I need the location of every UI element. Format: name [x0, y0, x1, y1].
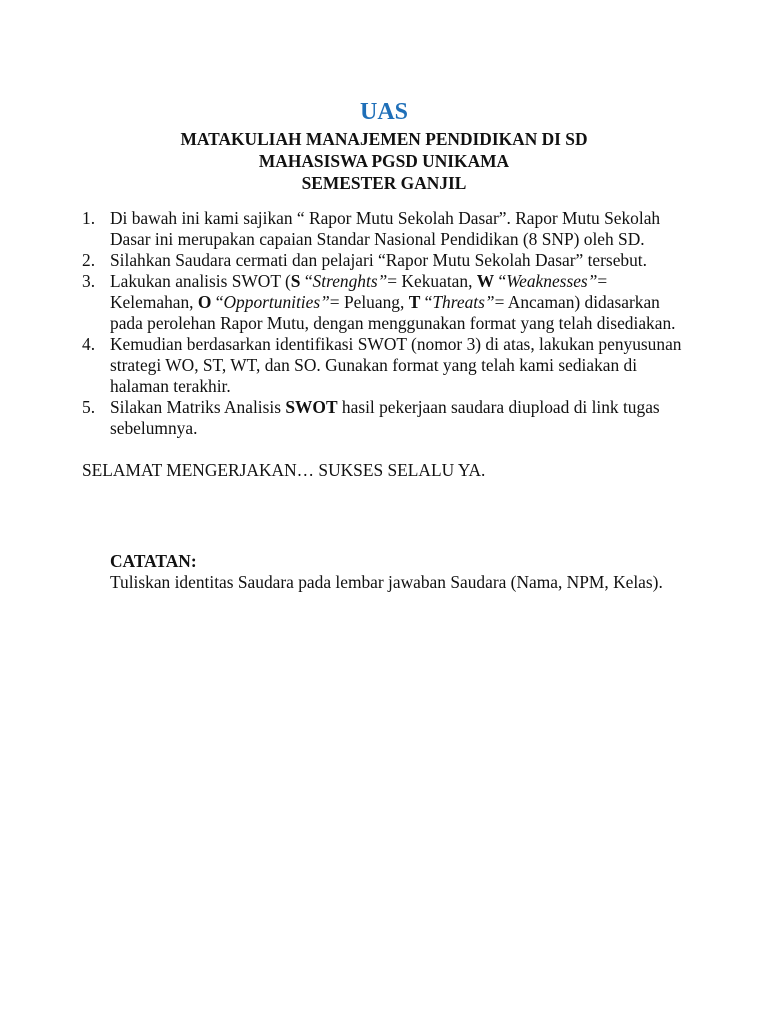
heading-line-course: MATAKULIAH MANAJEMEN PENDIDIKAN DI SD — [180, 129, 588, 149]
task-text-segment: Lakukan analisis SWOT ( — [110, 271, 291, 291]
task-text-segment: = Kekuatan, — [387, 271, 477, 291]
task-number: 2. — [82, 250, 96, 270]
swot-letter-t: T — [408, 292, 421, 312]
swot-term-weaknesses: Weaknesses” — [506, 271, 598, 291]
heading-line-students: MAHASISWA PGSD UNIKAMA — [258, 151, 510, 171]
task-text — [110, 271, 676, 333]
swot-letter-o: O — [197, 292, 212, 312]
task-item-1 — [82, 208, 686, 250]
swot-term-threats: Threats” — [432, 292, 495, 312]
note-section — [82, 551, 686, 593]
note-text: Tuliskan identitas Saudara pada lembar jawaban Saudara (Nama, NPM, Kelas). — [110, 572, 663, 592]
swot-keyword: SWOT — [285, 397, 338, 417]
task-text-segment: = Kelemahan, — [110, 271, 608, 312]
task-text-segment: “ — [494, 271, 507, 291]
closing-message: SELAMAT MENGERJAKAN… SUKSES SELALU YA. — [82, 460, 486, 480]
task-number: 3. — [82, 271, 96, 291]
note-title: CATATAN: — [110, 551, 197, 571]
task-list — [82, 208, 686, 439]
swot-term-opportunities: Opportunities” — [223, 292, 330, 312]
task-text-segment: = Ancaman) didasarkan pada perolehan Rapor Mutu, dengan menggunakan format yang telah disediakan. — [110, 292, 676, 333]
heading-line-semester: SEMESTER GANJIL — [301, 173, 467, 193]
swot-term-strengths: Strenghts” — [312, 271, 388, 291]
task-text-segment: hasil pekerjaan saudara diupload di link tugas sebelumnya. — [110, 397, 660, 438]
task-item-4 — [82, 334, 686, 397]
task-text: Di bawah ini kami sajikan “ Rapor Mutu Sekolah Dasar”. Rapor Mutu Sekolah Dasar ini merupakan capaian Standar Nasional Pendidikan (8 SNP) oleh SD. — [110, 208, 661, 249]
task-item-2 — [82, 250, 686, 271]
task-number: 4. — [82, 334, 96, 354]
swot-letter-s: S — [290, 271, 301, 291]
document-title: UAS — [359, 99, 408, 125]
task-text-segment: “ — [300, 271, 313, 291]
task-text-segment: “ — [211, 292, 224, 312]
task-text: Kemudian berdasarkan identifikasi SWOT (nomor 3) di atas, lakukan penyusunan strategi WO, ST, WT, dan SO. Gunakan format yang telah kami sediakan di halaman terakhir. — [110, 334, 682, 396]
task-number: 1. — [82, 208, 96, 228]
swot-letter-w: W — [476, 271, 495, 291]
task-text-segment: = Peluang, — [329, 292, 409, 312]
task-item-5 — [82, 397, 686, 439]
document-heading — [82, 128, 686, 194]
task-text-segment: Silakan Matriks Analisis — [110, 397, 286, 417]
task-number: 5. — [82, 397, 96, 417]
task-text-segment: “ — [420, 292, 433, 312]
task-text: Silahkan Saudara cermati dan pelajari “Rapor Mutu Sekolah Dasar” tersebut. — [110, 250, 647, 270]
task-text — [110, 397, 660, 438]
task-item-3 — [82, 271, 686, 334]
